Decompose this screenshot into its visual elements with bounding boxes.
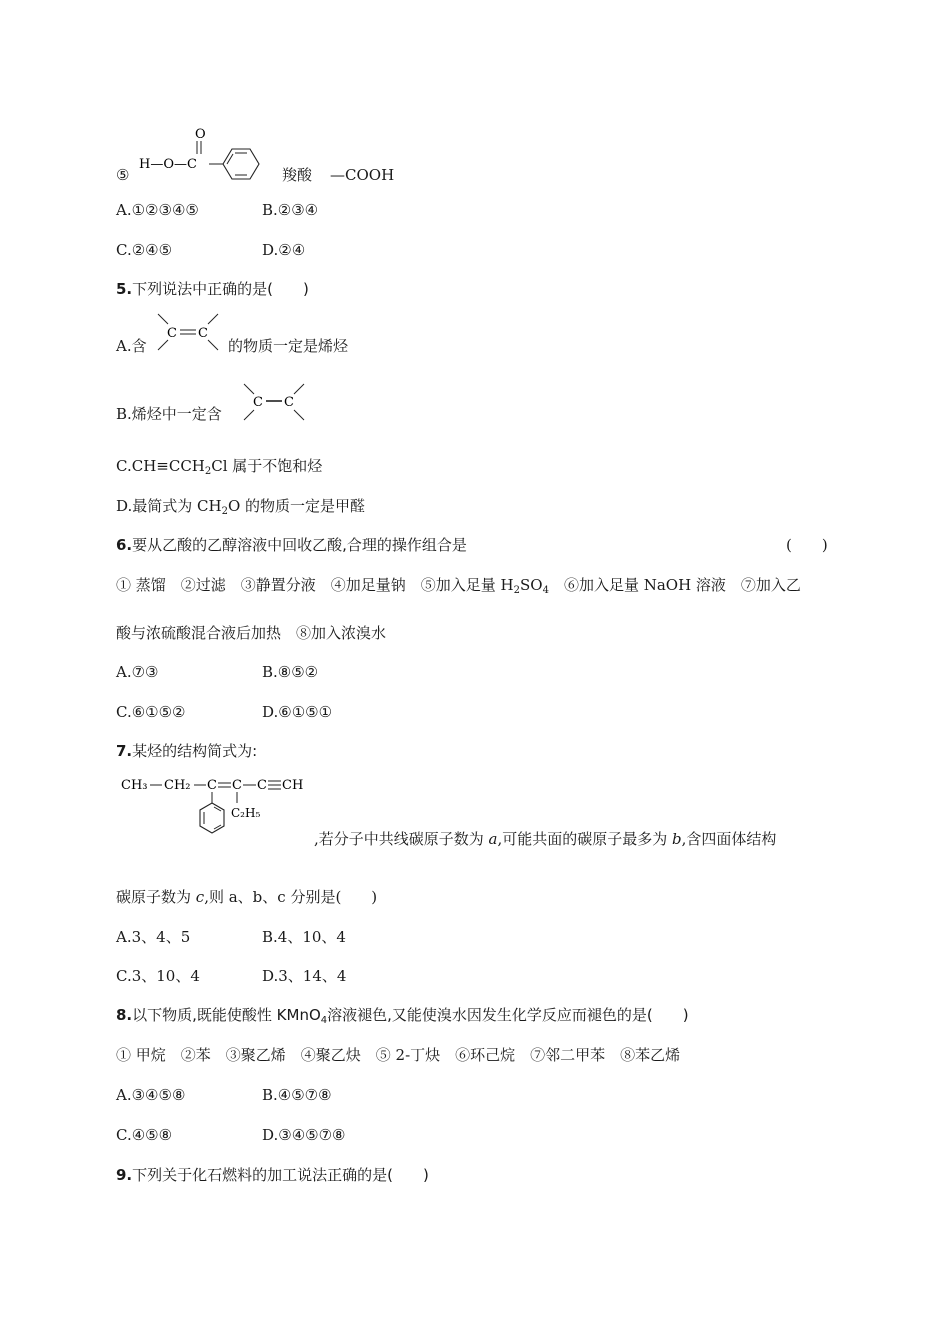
q5-option-d-text: D.最简式为 CH <box>116 497 222 515</box>
q5-option-c[interactable] <box>116 456 322 476</box>
struct-oxygen: O <box>195 127 206 142</box>
q7-option-c[interactable]: C.3、10、4 <box>116 967 200 985</box>
q5-option-d-sub: 2 <box>221 506 228 517</box>
q8-stem-sub: 4 <box>320 1015 328 1026</box>
q8-option-c[interactable]: C.④⑤⑧ <box>116 1126 173 1144</box>
q7-cont1-post: ,含四面体结构 <box>681 830 777 848</box>
q5-stem: 下列说法中正确的是( ) <box>132 280 309 298</box>
struct-c2h5: C₂H₅ <box>231 806 261 820</box>
q8-option-a[interactable]: A.③④⑤⑧ <box>116 1086 186 1104</box>
q4-item5-name: 羧酸 <box>282 166 313 184</box>
q8-option-b[interactable]: B.④⑤⑦⑧ <box>262 1086 332 1104</box>
q7-var-a: a <box>488 830 498 848</box>
q6-stem-line <box>116 535 467 555</box>
q7-cont2-pre: 碳原子数为 <box>116 888 196 906</box>
struct-h-o-c: H—O—C <box>139 157 197 172</box>
q7-continuation-line2 <box>116 887 377 907</box>
q7-option-d[interactable]: D.3、14、4 <box>262 967 347 985</box>
q7-option-a[interactable]: A.3、4、5 <box>116 928 191 946</box>
c-c-double-bond-structure-a <box>150 310 230 354</box>
q8-stem-pre: 以下物质,既能使酸性 KMnO <box>132 1006 321 1024</box>
struct-b-c-left: C <box>253 395 263 410</box>
struct-ch2: CH₂ <box>164 778 191 793</box>
q5-option-d-post: O 的物质一定是甲醛 <box>227 497 366 515</box>
struct-c2: C <box>232 778 242 793</box>
q6-operations-line1 <box>116 575 801 595</box>
q7-var-b: b <box>672 830 682 848</box>
q5-number: 5. <box>116 280 133 298</box>
struct-ch: CH <box>282 778 304 793</box>
struct-c3: C <box>257 778 267 793</box>
q5-option-d[interactable] <box>116 496 365 516</box>
q6-ops-mid: SO <box>520 576 543 594</box>
q9-stem-line <box>116 1165 429 1185</box>
q4-option-c[interactable]: C.②④⑤ <box>116 241 173 259</box>
q7-cont1-mid: ,可能共面的碳原子最多为 <box>497 830 673 848</box>
q5-option-b-pre[interactable]: B.烯烃中一定含 <box>116 405 222 423</box>
q5-option-c-post: Cl 属于不饱和烃 <box>211 457 323 475</box>
q6-option-d[interactable]: D.⑥①⑤① <box>262 703 333 721</box>
q4-option-a[interactable]: A.①②③④⑤ <box>116 201 199 219</box>
hydrocarbon-structure <box>118 770 318 846</box>
q6-ops-sub2: 4 <box>542 585 549 596</box>
q6-ops-post: ⑥加入足量 NaOH 溶液 ⑦加入乙 <box>548 576 801 594</box>
struct-c1: C <box>207 778 217 793</box>
q7-stem-line <box>116 741 257 761</box>
q5-option-c-sub: 2 <box>204 466 212 477</box>
benzoic-acid-structure <box>135 122 265 188</box>
q6-ops-pre: ① 蒸馏 ②过滤 ③静置分液 ④加足量钠 ⑤加入足量 H <box>116 576 514 594</box>
q7-continuation-line1 <box>314 829 776 849</box>
q5-option-c-text: C.CH≡CCH <box>116 457 205 475</box>
q7-stem: 某烃的结构简式为: <box>132 742 258 760</box>
q7-number: 7. <box>116 742 133 760</box>
q7-var-c: c <box>195 888 205 906</box>
q6-answer-bracket: ( ) <box>786 536 828 554</box>
q7-cont2-post: ,则 a、b、c 分别是( ) <box>204 888 378 906</box>
q6-option-b[interactable]: B.⑧⑤② <box>262 663 319 681</box>
q8-stem-post: 溶液褪色,又能使溴水因发生化学反应而褪色的是( ) <box>327 1006 689 1024</box>
q7-cont1-pre: ,若分子中共线碳原子数为 <box>314 830 489 848</box>
q4-item5-group: —COOH <box>330 166 395 184</box>
q5-option-a-pre[interactable]: A.含 <box>116 337 147 355</box>
struct-ch3: CH₃ <box>121 778 148 793</box>
q6-option-a[interactable]: A.⑦③ <box>116 663 159 681</box>
q6-number: 6. <box>116 536 133 554</box>
c-c-double-bond-structure-b <box>236 380 316 424</box>
q8-stem-line <box>116 1005 689 1025</box>
q8-option-d[interactable]: D.③④⑤⑦⑧ <box>262 1126 346 1144</box>
q8-number: 8. <box>116 1006 133 1024</box>
q4-item5-marker: ⑤ <box>116 166 130 184</box>
q9-stem: 下列关于化石燃料的加工说法正确的是( ) <box>132 1166 429 1184</box>
q6-stem: 要从乙酸的乙醇溶液中回收乙酸,合理的操作组合是 <box>132 536 467 554</box>
q5-option-a-post: 的物质一定是烯烃 <box>228 337 349 355</box>
q6-operations-line2: 酸与浓硫酸混合液后加热 ⑧加入浓溴水 <box>116 624 387 642</box>
struct-b-c-right: C <box>284 395 294 410</box>
q5-stem-line <box>116 279 309 299</box>
q6-ops-sub1: 2 <box>513 585 520 596</box>
q9-number: 9. <box>116 1166 133 1184</box>
q7-option-b[interactable]: B.4、10、4 <box>262 928 346 946</box>
struct-a-c-left: C <box>167 326 177 341</box>
q6-option-c[interactable]: C.⑥①⑤② <box>116 703 186 721</box>
q4-option-b[interactable]: B.②③④ <box>262 201 319 219</box>
struct-a-c-right: C <box>198 326 208 341</box>
q8-items: ① 甲烷 ②苯 ③聚乙烯 ④聚乙炔 ⑤ 2-丁炔 ⑥环己烷 ⑦邻二甲苯 ⑧苯乙烯 <box>116 1046 681 1064</box>
q4-option-d[interactable]: D.②④ <box>262 241 306 259</box>
